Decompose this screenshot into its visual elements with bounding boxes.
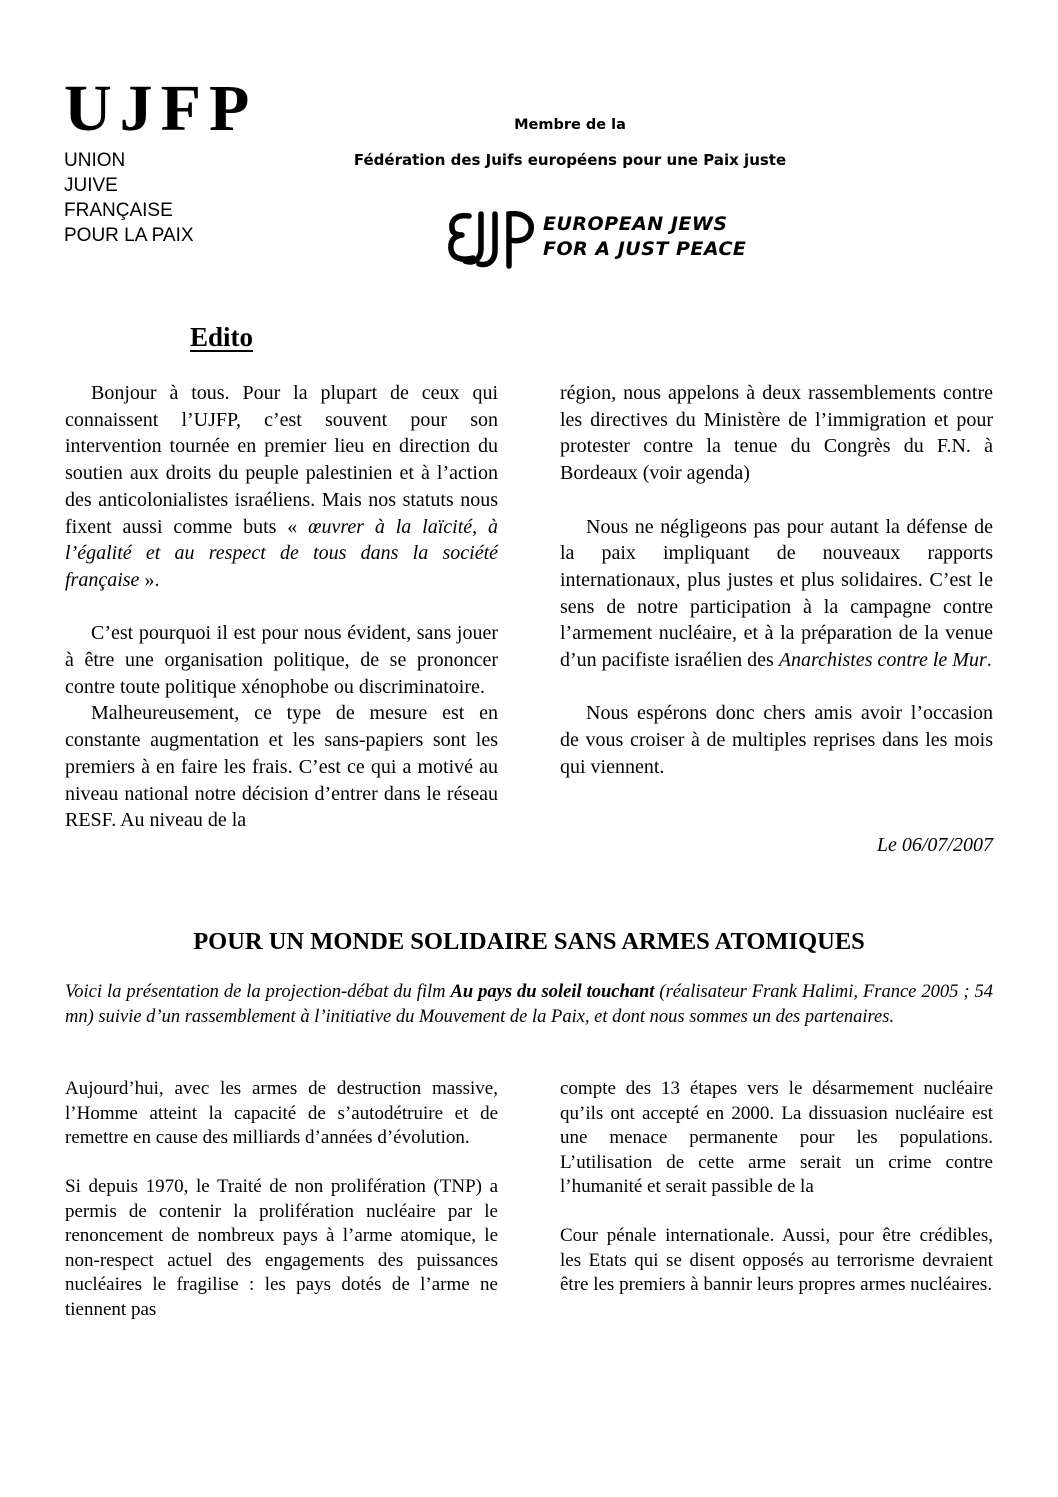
edito-text: ». — [139, 568, 160, 591]
org-name — [64, 148, 257, 248]
edito-text: Nous ne négligeons pas pour autant la défense de la paix impliquant de nouveaux rapports internationaux, plus justes et plus solidaires. C’est le sens de notre participation à la campagne contre l’armement nucléaire, et à la préparation de la venue d’un pacifiste israélien des — [560, 515, 993, 672]
intro-text: (réalisateur Frank Halimi, France 2005 ; 54 mn) suivie d’un rassemblement à l’initiative du Mouvement de la Paix, et dont nous sommes un des partenaires. — [65, 982, 993, 1027]
edito-paragraph: région, nous appelons à deux rassemblements contre les directives du Ministère de l’immigration et pour protester contre la tenue du Congrès du F.N. à Bordeaux (voir agenda) — [560, 382, 993, 485]
edito-title: Edito — [190, 322, 254, 352]
edito-paragraph — [560, 514, 993, 674]
article-column-left — [65, 1077, 498, 1322]
article-paragraph: compte des 13 étapes vers le désarmement nucléaire qu’ils ont accepté en 2000. La dissuasion nucléaire est une menace permanente pour les populations. L’utilisation de cette arme serait un crime contre l’humanité et serait passible de la — [560, 1078, 993, 1197]
edito-paragraph — [65, 380, 498, 594]
article-column-right — [560, 1077, 993, 1298]
edito-text: Bonjour à tous. Pour la plupart de ceux qui connaissent l’UJFP, c’est souvent pour son intervention tournée en premier lieu en direction du soutien aux droits du peuple palestinien et à l’action des anticolonialistes israéliens. Mais nos statuts nous fixent aussi comme buts « — [65, 382, 498, 538]
article-paragraph: Cour pénale internationale. Aussi, pour être crédibles, les Etats qui se disent opposés au terrorisme devraient être les premiers à bannir leurs propres armes nucléaires. — [560, 1225, 993, 1295]
ejjp-mark-icon — [447, 208, 539, 270]
org-name-line: FRANÇAISE — [64, 200, 173, 221]
edito-date: Le 06/07/2007 — [876, 834, 993, 856]
ejjp-logo-line: FOR A JUST PEACE — [543, 238, 747, 260]
edito-text: . — [986, 649, 992, 672]
edito-column-left — [65, 380, 498, 834]
intro-text: Voici la présentation de la projection-débat du film — [65, 982, 451, 1002]
edito-paragraph: Malheureusement, ce type de mesure est en constante augmentation et les sans-papiers sont les premiers à en faire les frais. C’est ce qui a motivé au niveau national notre décision d’entrer dans le réseau RESF. Au niveau de la — [65, 702, 498, 832]
org-name-line: POUR LA PAIX — [64, 225, 194, 246]
edito-emphasis: Anarchistes contre le Mur — [778, 649, 987, 672]
edito-paragraph: Nous espérons donc chers amis avoir l’occasion de vous croiser à de multiples reprises dans les mois qui viennent. — [560, 702, 993, 778]
ejjp-logo-line: EUROPEAN JEWS — [543, 213, 728, 235]
org-name-line: UNION — [64, 150, 126, 171]
membre-label: Membre de la — [514, 117, 626, 133]
org-acronym: UJFP — [64, 72, 258, 145]
org-name-line: JUIVE — [64, 175, 118, 196]
edito-column-right — [560, 380, 993, 781]
edito-quote: œuvrer à la laïcité, à l’égalité et au respect de tous dans la société française — [65, 515, 498, 591]
film-title: Au pays du soleil touchant — [450, 982, 655, 1002]
article-paragraph: Si depuis 1970, le Traité de non prolifération (TNP) a permis de contenir la prolifération nucléaire par le renoncement de nombreux pays à l’arme atomique, le non-respect actuel des engagements des puissances nucléaires le fragilise : les pays dotés de l’arme ne tiennent pas — [65, 1176, 498, 1320]
ejjp-logo — [447, 208, 747, 272]
ejjp-logo-text — [543, 212, 746, 262]
article-paragraph: Aujourd’hui, avec les armes de destruction massive, l’Homme atteint la capacité de s’autodétruire et de remettre en cause des milliards d’années d’évolution. — [65, 1078, 498, 1148]
ujfp-logo — [64, 72, 257, 248]
article-intro — [65, 980, 993, 1030]
edito-paragraph: C’est pourquoi il est pour nous évident, sans jouer à être une organisation politique, de se prononcer contre toute politique xénophobe ou discriminatoire. — [65, 622, 498, 698]
article-title: POUR UN MONDE SOLIDAIRE SANS ARMES ATOMIQUES — [193, 928, 865, 955]
federation-name: Fédération des Juifs européens pour une Paix juste — [353, 151, 787, 169]
